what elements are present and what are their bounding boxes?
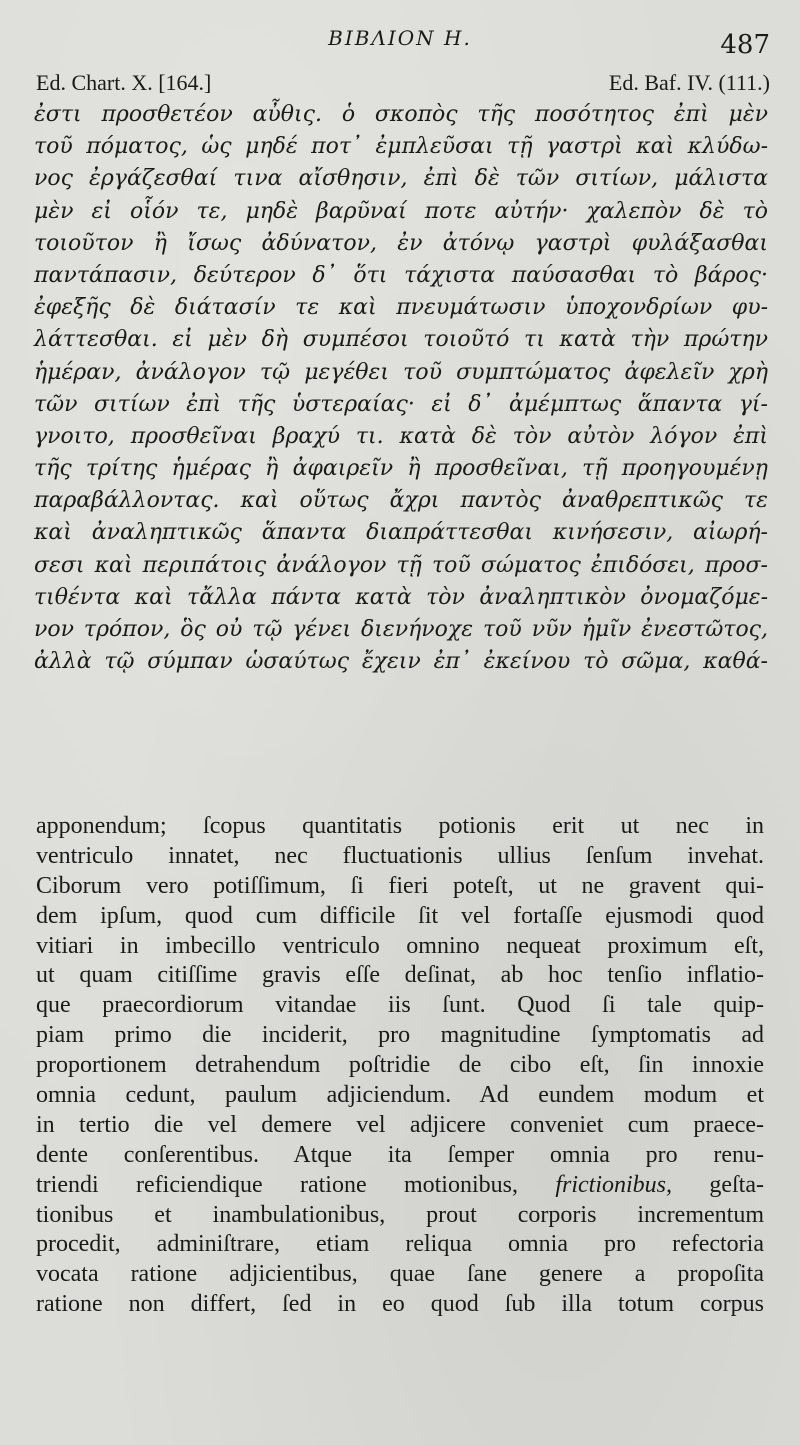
latin-line-with-italic bbox=[36, 1171, 764, 1201]
greek-line: λάττεσθαι. εἰ μὲν δὴ συμπέσοι τοιοῦτό τι κατὰ τὴν πρώτην bbox=[34, 327, 768, 353]
latin-line: Ciborum vero potiſſimum, ſi fieri poteſt, ut ne gravent qui- bbox=[36, 872, 764, 899]
latin-segment: triendi reficiendique ratione motionibus, bbox=[36, 1171, 556, 1198]
greek-line: παντάπασιν, δεύτερον δ᾽ ὅτι τάχιστα παύσασθαι τὸ βάρος· bbox=[34, 262, 768, 288]
greek-line: γνοιτο, προσθεῖναι βραχύ τι. κατὰ δὲ τὸν αὐτὸν λόγον ἐπὶ bbox=[34, 423, 768, 449]
greek-line: μὲν εἰ οἷόν τε, μηδὲ βαρῦναί ποτε αὐτήν· χαλεπὸν δὲ τὸ bbox=[34, 198, 768, 224]
greek-line: ἀλλὰ τῷ σύμπαν ὡσαύτως ἔχειν ἐπ᾽ ἐκείνου τὸ σῶμα, καθά- bbox=[34, 649, 768, 675]
edition-basel-reference: Ed. Baf. IV. (111.) bbox=[608, 70, 770, 95]
latin-line: vocata ratione adjicientibus, quae ſane genere a propoſita bbox=[36, 1261, 764, 1288]
latin-line: dem ipſum, quod cum difficile ſit vel fortaſſe ejusmodi quod bbox=[36, 902, 764, 929]
greek-line: νον τρόπον, ὃς οὐ τῷ γένει διενήνοχε τοῦ νῦν ἡμῖν ἐνεστῶτος, bbox=[34, 617, 768, 642]
greek-line: νος ἐργάζεσθαί τινα αἴσθησιν, ἐπὶ δὲ τῶν σιτίων, μάλιστα bbox=[34, 166, 768, 192]
latin-line: omnia cedunt, paulum adjiciendum. Ad eundem modum et bbox=[36, 1082, 764, 1109]
greek-line: ἡμέραν, ἀνάλογον τῷ μεγέθει τοῦ συμπτώματος ἀφελεῖν χρὴ bbox=[34, 359, 768, 385]
greek-text-block bbox=[34, 99, 768, 678]
greek-line: σεσι καὶ περιπάτοις ἀνάλογον τῇ τοῦ σώματος ἐπιδόσει, προσ- bbox=[34, 552, 768, 578]
latin-line: ut quam citiſſime gravis eſſe deſinat, ab hoc tenſio inflatio- bbox=[36, 962, 764, 989]
greek-line: ἐφεξῆς δὲ διάτασίν τε καὶ πνευμάτωσιν ὑποχονδρίων φυ- bbox=[34, 295, 768, 321]
latin-line: que praecordiorum vitandae iis ſunt. Quod ſi tale quip- bbox=[36, 992, 764, 1019]
edition-chartier-reference: Ed. Chart. X. [164.] bbox=[36, 70, 212, 95]
greek-line: καὶ ἀναληπτικῶς ἅπαντα διαπράττεσθαι κινήσεσιν, αἰωρή- bbox=[34, 520, 768, 546]
latin-line: ventriculo innatet, nec fluctuationis ullius ſenſum invehat. bbox=[36, 842, 764, 869]
greek-line: τῆς τρίτης ἡμέρας ἢ ἀφαιρεῖν ἢ προσθεῖναι, τῇ προηγουμένῃ bbox=[34, 456, 768, 482]
latin-line: vitiari in imbecillo ventriculo omnino nequeat proximum eſt, bbox=[36, 932, 764, 959]
latin-line: in tertio die vel demere vel adjicere conveniet cum praece- bbox=[36, 1111, 764, 1138]
edition-reference-line bbox=[36, 70, 770, 100]
greek-line: τιθέντα καὶ τἄλλα πάντα κατὰ τὸν ἀναληπτικὸν ὀνομαζόμε- bbox=[34, 584, 768, 610]
running-title: ΒΙΒΛΙΟΝ Η. bbox=[328, 26, 472, 50]
latin-line: piam primo die inciderit, pro magnitudine ſymptomatis ad bbox=[36, 1022, 764, 1049]
greek-line: τοιοῦτον ἢ ἴσως ἀδύνατον, ἐν ἀτόνῳ γαστρὶ φυλάξασθαι bbox=[34, 230, 768, 256]
latin-line: tionibus et inambulationibus, prout corporis incrementum bbox=[36, 1201, 764, 1228]
page-number: 487 bbox=[720, 30, 770, 60]
greek-line: ἐστι προσθετέον αὖθις. ὁ σκοπὸς τῆς ποσότητος ἐπὶ μὲν bbox=[34, 102, 768, 127]
greek-line: τοῦ πόματος, ὡς μηδέ ποτ᾽ ἐμπλεῦσαι τῇ γαστρὶ καὶ κλύδω- bbox=[34, 134, 768, 160]
latin-italic-word: frictionibus, bbox=[555, 1171, 672, 1198]
greek-line: παραβάλλοντας. καὶ οὕτως ἄχρι παντὸς ἀναθρεπτικῶς τε bbox=[34, 488, 768, 514]
latin-segment: geſta- bbox=[672, 1171, 764, 1198]
latin-line: proportionem detrahendum poſtridie de cibo eſt, ſin innoxie bbox=[36, 1052, 764, 1079]
greek-line: τῶν σιτίων ἐπὶ τῆς ὑστεραίας· εἰ δ᾽ ἀμέμπτως ἅπαντα γί- bbox=[34, 391, 768, 417]
latin-text-block bbox=[36, 812, 764, 1320]
latin-line: dente conſerentibus. Atque ita ſemper omnia pro renu- bbox=[36, 1141, 764, 1168]
latin-line: ratione non differt, ſed in eo quod ſub illa totum corpus bbox=[36, 1291, 764, 1318]
latin-line: procedit, adminiſtrare, etiam reliqua omnia pro refectoria bbox=[36, 1231, 764, 1258]
latin-line: apponendum; ſcopus quantitatis potionis erit ut nec in bbox=[36, 813, 764, 839]
